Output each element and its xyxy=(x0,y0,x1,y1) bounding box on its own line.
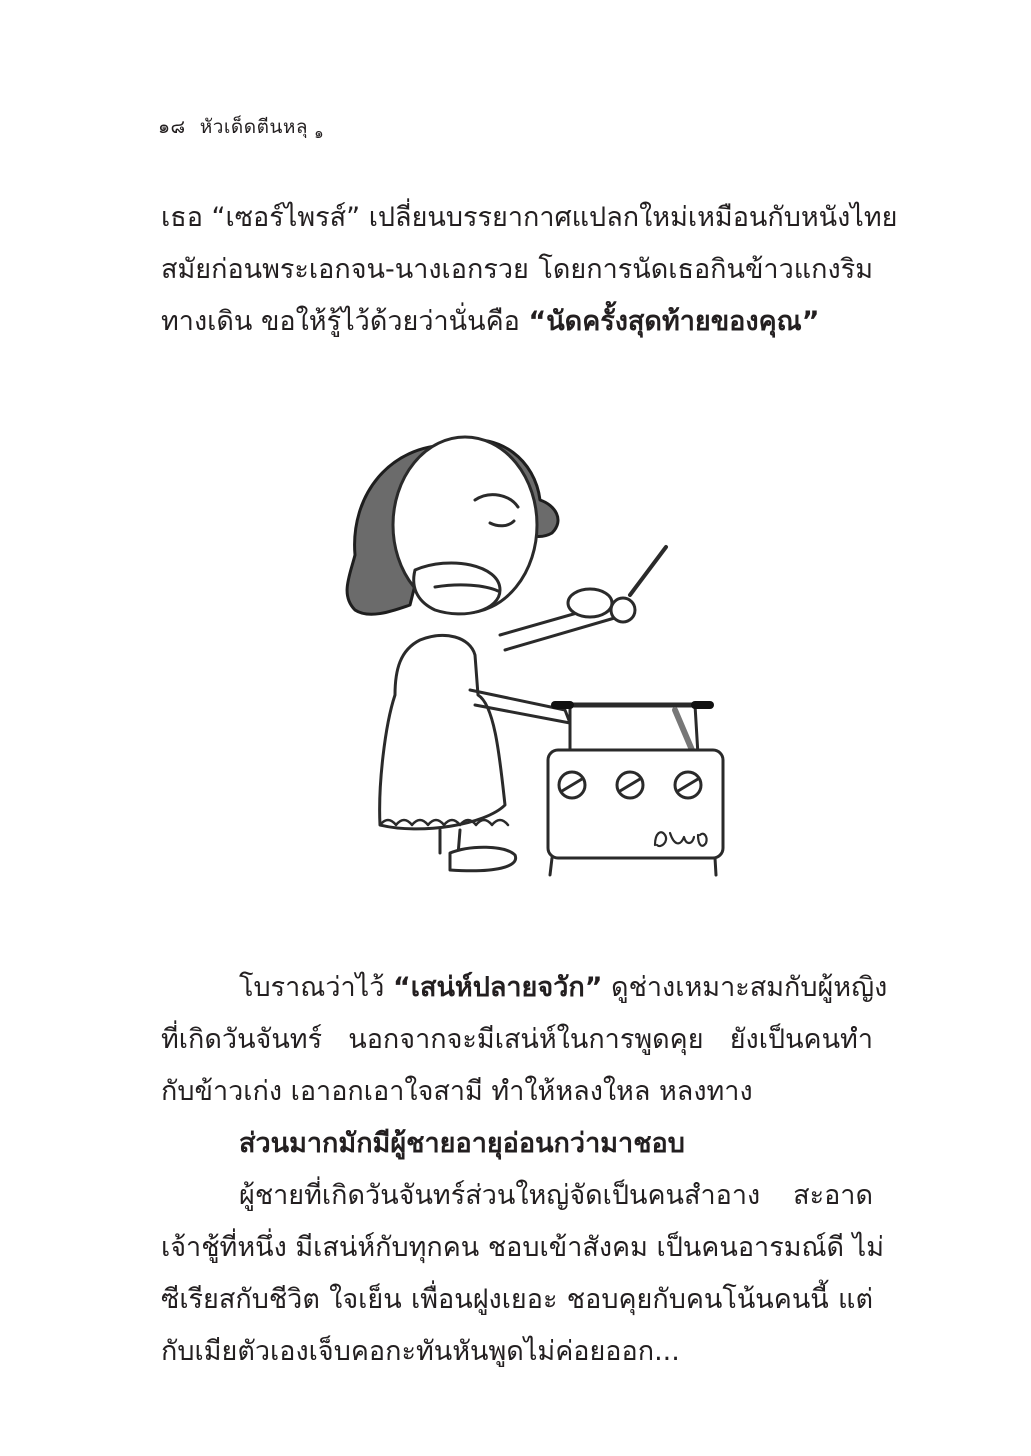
text-line: ซีเรียสกับชีวิต ใจเย็น เพื่อนฝูงเยอะ ชอบคุยกับคนโน้นคนนี้ แต่ xyxy=(161,1284,873,1315)
section-heading xyxy=(161,1118,873,1170)
text-line: กับเมียตัวเองเจ็บคอกะทันหันพูดไม่ค่อยออก... xyxy=(161,1336,680,1367)
running-header xyxy=(158,112,324,142)
intro-paragraph xyxy=(161,192,898,348)
text-line xyxy=(161,962,888,1014)
hand xyxy=(611,598,635,622)
text-run: ดูช่างเหมาะสมกับผู้หญิง xyxy=(602,972,888,1003)
text-line: เจ้าชู้ที่หนึ่ง มีเสน่ห์กับทุกคน ชอบเข้าสังคม เป็นคนอารมณ์ดี ไม่ xyxy=(161,1232,885,1263)
text-line: สมัยก่อนพระเอกจน-นางเอกรวย โดยการนัดเธอกินข้าวแกงริม xyxy=(161,254,873,285)
woman-cooking-drawing xyxy=(300,405,740,905)
text-line: ที่เกิดวันจันทร์ นอกจากจะมีเสน่ห์ในการพูดคุย ยังเป็นคนทำ xyxy=(161,1024,873,1055)
bold-quote: “นัดครั้งสุดท้ายของคุณ” xyxy=(528,306,820,337)
dress xyxy=(380,635,505,829)
text-run: โบราณว่าไว้ xyxy=(239,972,393,1003)
spoon-handle xyxy=(630,547,666,595)
text-line: กับข้าวเก่ง เอาอกเอาใจสามี ทำให้หลงใหล หลงทาง xyxy=(161,1076,753,1107)
raised-arm-lower xyxy=(505,617,618,650)
text-line: ผู้ชายที่เกิดวันจันทร์ส่วนใหญ่จัดเป็นคนสำอาง สะอาด xyxy=(239,1180,873,1211)
book-title: หัวเด็ดตีนหลุ xyxy=(199,116,309,138)
text-run: ทางเดิน ขอให้รู้ไว้ด้วยว่านั่นคือ xyxy=(161,306,529,337)
cartoon-illustration xyxy=(300,405,740,905)
bold-quote: “เสน่ห์ปลายจวัก” xyxy=(393,972,603,1003)
text-line: เธอ “เซอร์ไพรส์” เปลี่ยนบรรยากาศแปลกใหม่เหมือนกับหนังไทย xyxy=(161,202,898,233)
text-line xyxy=(161,296,873,348)
stove-leg xyxy=(550,858,716,875)
stove xyxy=(548,750,723,858)
spoon-bowl xyxy=(568,589,612,617)
heading-text: ส่วนมากมักมีผู้ชายอายุอ่อนกว่ามาชอบ xyxy=(239,1128,685,1159)
main-text xyxy=(161,962,888,1378)
volume-number: ๑ xyxy=(314,124,325,142)
page-number: ๑๘ xyxy=(158,116,186,138)
shoe xyxy=(450,847,516,871)
